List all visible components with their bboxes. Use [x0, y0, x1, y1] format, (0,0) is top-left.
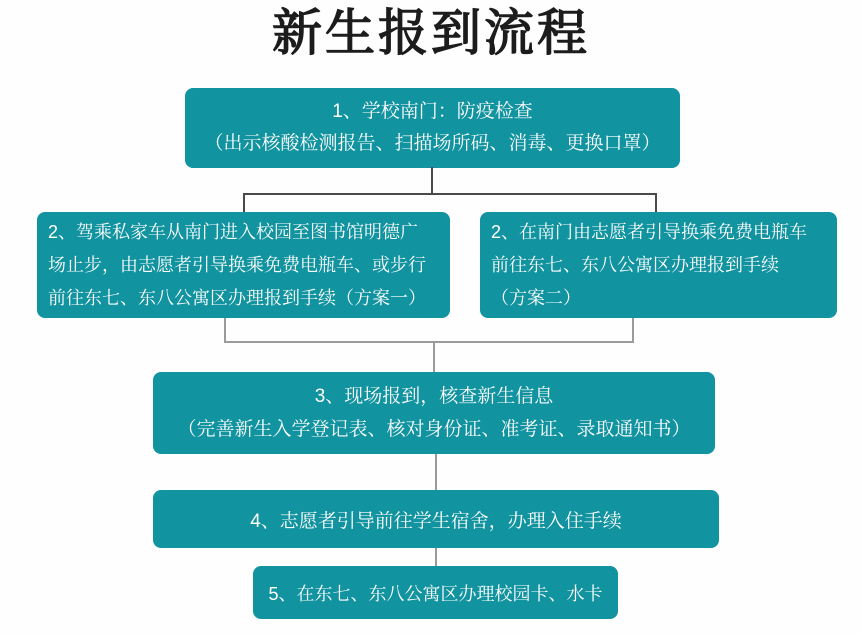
connector-step4-step5 — [435, 548, 437, 566]
step2a-line3: 前往东七、东八公寓区办理报到手续（方案一） — [48, 287, 426, 308]
connector-merge-horizontal — [224, 341, 634, 343]
connector-split-right-drop — [655, 193, 657, 212]
flow-box-step2-plan2 — [480, 212, 837, 318]
step2b-line1: 2、在南门由志愿者引导换乘免费电瓶车 — [491, 221, 808, 242]
step2a-line1: 2、驾乘私家车从南门进入校园至图书馆明德广 — [48, 221, 419, 242]
flow-box-step3 — [153, 372, 715, 454]
connector-split-stem — [431, 167, 433, 194]
step3-line2: （完善新生入学登记表、核对身份证、准考证、录取通知书） — [177, 419, 691, 440]
step2a-line2: 场止步，由志愿者引导换乘免费电瓶车、或步行 — [48, 254, 426, 275]
flow-box-step2-plan1 — [37, 212, 450, 318]
flow-box-step1 — [185, 88, 680, 168]
connector-merge-left-drop — [224, 318, 226, 343]
connector-split-left-drop — [243, 193, 245, 212]
flow-box-step5 — [253, 566, 618, 619]
step2b-line2: 前往东七、东八公寓区办理报到手续 — [491, 254, 779, 275]
step4-text: 4、志愿者引导前往学生宿舍，办理入住手续 — [250, 510, 622, 532]
step5-text: 5、在东七、东八公寓区办理校园卡、水卡 — [268, 583, 603, 604]
connector-merge-stem — [433, 341, 435, 372]
flow-box-step4 — [153, 490, 719, 548]
step1-line1: 1、学校南门：防疫检查 — [332, 101, 533, 122]
connector-split-horizontal — [243, 193, 657, 195]
step2b-line3: （方案二） — [491, 287, 581, 308]
connector-step3-step4 — [435, 454, 437, 490]
step3-line1: 3、现场报到，核查新生信息 — [314, 386, 554, 407]
step1-line2: （出示核酸检测报告、扫描场所码、消毒、更换口罩） — [204, 133, 661, 154]
page-title: 新生报到流程 — [272, 5, 590, 61]
connector-merge-right-drop — [632, 318, 634, 343]
